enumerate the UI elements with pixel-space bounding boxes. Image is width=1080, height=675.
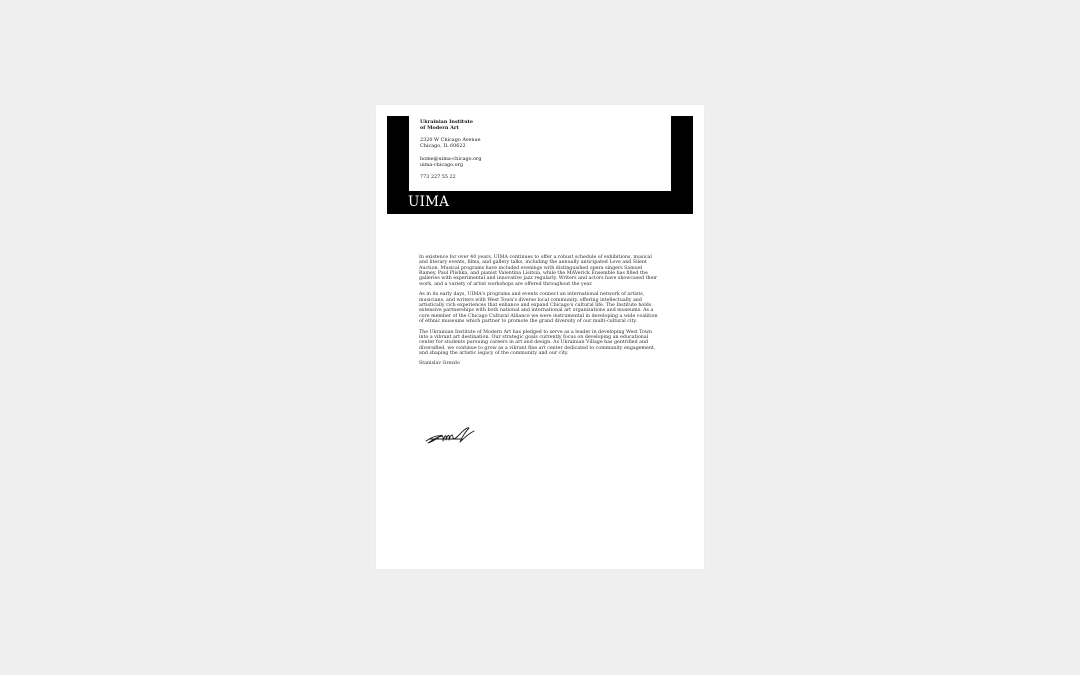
- website-text: uima-chicago.org: [420, 161, 463, 168]
- letter-body: [419, 255, 659, 367]
- handwritten-signature: [422, 419, 492, 449]
- org-name-line1: Ukrainian Institute: [420, 119, 473, 125]
- email-text: home@uima-chicago.org: [420, 155, 482, 162]
- letter-page: [376, 105, 704, 569]
- letter-paragraph-3: The Ukrainian Institute of Modern Art has pledged to serve as a leader in developing West Town into a vibrant art destination. Our strategic goals currently focus on developing an educational center for students pursuing careers in art and design. As Ukrainian Village has gentrified and diversified, we continue to grow as a vibrant fine art center dedicated to community engagement, and shaping the artistic legacy of the community and our city.: [419, 329, 656, 356]
- letter-paragraph-2: As in its early days, UIMA's programs and events connect an international network of artists, musicians, and writers with West Town's diverse local community, offering intellectually and artistically rich experiences that enhance and expand Chicago's cultural life. The Institute holds extensive partnerships with both national and international art organizations and museums. As a core member of the Chicago Cultural Alliance we were instrumental in developing a wide coalition of ethnic museums which partner to promote the grand diversity of our multi-cultural city.: [419, 292, 658, 324]
- brand-logo-text: UIMA: [408, 194, 450, 210]
- letter-paragraph-1: In existence for over 40 years, UIMA continues to offer a robust schedule of exhibitions, musical and literary events, films, and gallery talks, including the annually anticipated Love and Silent Auction. Musical programs have included evenings with distinguished opera singers Samuel Ramey, Paul Plishka, and pianist Valentina Lisitsia, while the MAVerick Ensemble has filled the galleries with experimental and innovative jazz regularly. Writers and actors have showcased their work, and a variety of artist workshops are offered throughout the year.: [419, 255, 658, 287]
- letterhead-frame: [387, 116, 693, 214]
- phone-text: 773 227 55 22: [420, 173, 456, 180]
- city-address: Chicago, IL 60622: [420, 143, 466, 150]
- letterhead-address-panel: [409, 116, 671, 191]
- address-block: [420, 116, 490, 180]
- street-address: 2320 W Chicago Avenue: [420, 137, 481, 144]
- signer-name: Stanislav Grezdo: [419, 361, 460, 367]
- org-name-line2: of Modern Art: [420, 125, 459, 132]
